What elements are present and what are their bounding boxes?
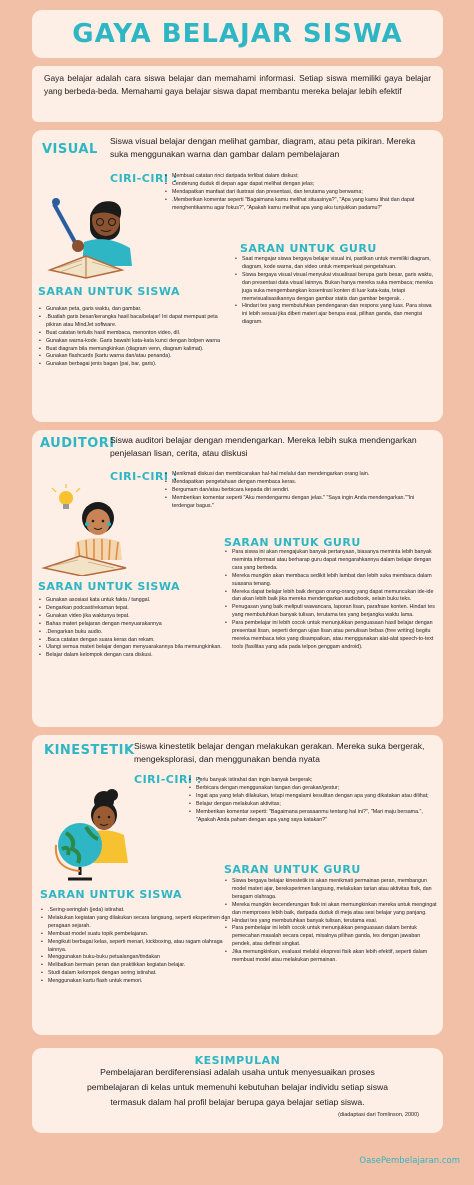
visual-heading: VISUAL bbox=[42, 142, 98, 157]
kinestetik-heading: KINESTETIK bbox=[44, 743, 135, 758]
list-item: • .Sering-seringlah (jeda) istirahat. bbox=[40, 907, 232, 915]
list-item: • Perlu banyak istirahat dan ingin banyak bergerak; bbox=[188, 777, 436, 785]
list-item: • Gunakan asosiasi kata untuk fakta / tanggal. bbox=[38, 597, 226, 605]
listening-student-illustration bbox=[36, 484, 136, 576]
list-item: • Belajar dengan melakukan aktivitas; bbox=[188, 801, 436, 809]
list-item: • Memberikan komentar seperti "Aku mendengarmu dengan jelas." "Saya ingin Anda mendengarkan.""Ini terdengar bagus." bbox=[164, 495, 436, 511]
kinestetik-description: Siswa kinestetik belajar dengan melakukan gerakan. Mereka suka bergerak, mengeksplorasi, dan menggunakan benda nyata bbox=[134, 741, 425, 764]
auditori-heading: AUDITORI bbox=[40, 436, 115, 451]
list-item: • .Memberikan komentar seperti "Bagaimana kamu melihat situasinya?", "Apa yang kamu lihat dan dapat menghentikanmu agar fokus?", "Apakah kamu melihat apa yang aku tunjukkan padamu?" bbox=[164, 197, 436, 213]
list-item: • Jika memungkinkan, evaluasi melalui ekspresi fisik akan lebih efektif, seperti dalam membuat model atau melakukan permainan. bbox=[224, 949, 438, 965]
visual-card bbox=[32, 130, 443, 422]
list-item: • .Buatlah garis besar/kerangka hasil baca/belajar! Ini dapat mempuat peta pikiran atau MindJet software. bbox=[38, 314, 234, 330]
list-item: • Bahas materi pelajaran dengan menyuarakannya bbox=[38, 621, 226, 629]
list-item: • Gunakan warna-kode. Garis bawahi kata-kata kunci dengan bolpen warna bbox=[38, 338, 234, 346]
auditori-siswa-list bbox=[38, 597, 226, 660]
list-item: • Gunakan video jika waktunya tepat. bbox=[38, 613, 226, 621]
list-item: • Mereka mungkin kecenderungan fisik ini akan memungkinkan mereka untuk mengingat dan memproses lebih baik, daripada duduk di meja atau sesi belajar yang panjang. bbox=[224, 902, 438, 918]
kinestetik-siswa-list bbox=[40, 907, 232, 986]
list-item: • Membuat catatan rinci daripada terlibat dalam diskusi; bbox=[164, 173, 436, 181]
list-item: • Berbicara dengan menggunakan tangan dan gerakan/gestur; bbox=[188, 785, 436, 793]
list-item: • Hindari tes yang membutuhkan pendengaran dan respons yang luas. Para siswa ini lebih sesuai jika diberi materi ajar berupa esai, pilihan ganda, dan mengisi diagram. bbox=[234, 303, 438, 327]
list-item: • Menggunakan buku-buku petualangan/tindakan bbox=[40, 954, 232, 962]
list-item: • Saat mengajar siswa bergaya belajar visual ini, pastikan untuk memiliki diagram, diagram, kode warna, dan video untuk memperkuat pengetahuan. bbox=[234, 256, 438, 272]
list-item: • Para pembelajar ini lebih cocok untuk menunjukkan penguasaan dalam bentuk pemecahan masalah secara cepat, misalnya pilihan ganda, tes dengan jawaban pendek, atau definisi singkat. bbox=[224, 925, 438, 949]
list-item: • Gunakan flashcards (kartu warna dan/atau penanda). bbox=[38, 353, 234, 361]
list-item: • Para siswa ini akan mengajukan banyak pertanyaan, biasanya meminta lebih banyak meminta informasi atau berharap guru dapat mengarahkannya dalam belajar dengan cara yang berbeda. bbox=[224, 549, 438, 573]
list-item: • Ulangi semua materi belajar dengan menyuarakannya bila memungkinkan. bbox=[38, 644, 226, 652]
list-item: • Dengarkan podcast/rekaman tepat. bbox=[38, 605, 226, 613]
auditori-ciri-list bbox=[164, 471, 436, 511]
list-item: • Mengikuti berbagai kelas, seperti menari, kickboxing, atau ragam olahraga lainnya. bbox=[40, 939, 232, 955]
list-item: • Buat catatan tertulis hasil membaca, menonton video, dll. bbox=[38, 330, 234, 338]
visual-description: Siswa visual belajar dengan melihat gambar, diagram, atau peta pikiran. Mereka suka menggunakan warna dan gambar dalam pembelajaran bbox=[110, 136, 416, 159]
kinestetik-guru-list bbox=[224, 878, 438, 965]
list-item: • Melakukan kegiatan yang dilakukan secara langsung, seperti eksperimen dan peragaan sejarah. bbox=[40, 915, 232, 931]
visual-guru-list bbox=[234, 256, 438, 327]
list-item: • Mendapatkan manfaat dari ilustrasi dan presentasi, dan terutama yang berwarna; bbox=[164, 189, 436, 197]
list-item: • Melibatkan bermain peran dan praktikkan kegiatan belajar. bbox=[40, 962, 232, 970]
intro-text: Gaya belajar adalah cara siswa belajar dan memahami informasi. Setiap siswa memiliki gaya belajar yang berbeda-beda. Memahami gaya belajar siswa dapat membantu mereka belajar lebih efektif bbox=[32, 66, 443, 122]
list-item: • Hindari tes yang membutuhkan banyak tulisan, terutama esai. bbox=[224, 918, 438, 926]
list-item: • Ingat apa yang telah dilakukan, tetapi mengalami kesulitan dengan apa yang dikatakan atau dilihat; bbox=[188, 793, 436, 801]
auditori-siswa-heading: SARAN UNTUK SISWA bbox=[38, 580, 180, 593]
kinestetik-card bbox=[32, 735, 443, 1035]
list-item: • Penugasan yang baik meliputi wawancara, laporan lisan, parafrase konten. Hindari tes yang membutuhkan banyak tulisan, terutama tes yang berjangka waktu lama. bbox=[224, 604, 438, 620]
title-banner bbox=[32, 10, 443, 58]
citation: (diadaptasi dari Tomlinson, 2000) bbox=[338, 1112, 419, 1118]
kesimpulan-card bbox=[32, 1048, 443, 1133]
visual-siswa-heading: SARAN UNTUK SISWA bbox=[38, 285, 180, 298]
list-item: • Belajar dalam kelompok dengan cara diskusi. bbox=[38, 652, 226, 660]
auditori-guru-heading: SARAN UNTUK GURU bbox=[224, 536, 361, 549]
list-item: • Menikmati diskusi dan membicarakan hal-hal melalui dan mendengarkan orang lain. bbox=[164, 471, 436, 479]
auditori-guru-list bbox=[224, 549, 438, 652]
reading-student-illustration bbox=[36, 184, 146, 279]
list-item: • Menggunakan kartu flash untuk memori. bbox=[40, 978, 232, 986]
kesimpulan-line: Pembelajaran berdiferensiasi adalah usaha untuk menyesuaikan proses bbox=[100, 1067, 375, 1077]
auditori-ciri-heading: CIRI-CIRI : bbox=[110, 470, 178, 483]
list-item: • Para pembelajar ini lebih cocok untuk menunjukkan penguasaan hasil belajar dengan presentasi lisan, seperti dengan ujian lisan atau penulisan bebas (free writing) begitu mereka membaca teks yang disampaikan, atau menggunakan alat-alat speech-to-text tools (fasilitas yang ada pada telpon genggam android). bbox=[224, 620, 438, 652]
kinestetik-guru-heading: SARAN UNTUK GURU bbox=[224, 863, 361, 876]
list-item: • Membuat model suatu topik pembelajaran. bbox=[40, 931, 232, 939]
list-item: • .Baca catatan dengan suara keras dan rekam. bbox=[38, 637, 226, 645]
list-item: • Cenderung duduk di depan agar dapat melihat dengan jelas; bbox=[164, 181, 436, 189]
visual-ciri-list bbox=[164, 173, 436, 213]
kinestetik-siswa-heading: SARAN UNTUK SISWA bbox=[40, 888, 182, 901]
list-item: • Siswa bergaya belajar kinestetik ini akan menikmati permainan peran, membangun model materi ajar, bereksperimen langsung, melakukan tarian atau aktivitas fisik, dan beragam olahraga. bbox=[224, 878, 438, 902]
list-item: • Siswa bergaya visual visual menyukai visualisasi berupa garis besar, garis waktu, dan presentasi data visual lainnya. Bukan hanya mereka suka membaca; mereka juga suka mengembangkan kosentrasi konten di luar kata-kata, tetapi memvisualisasikannya dengan gambar statis dan gambar bergerak. . bbox=[234, 272, 438, 304]
list-item: • .Dengarkan buku audio. bbox=[38, 629, 226, 637]
page-title: GAYA BELAJAR SISWA bbox=[72, 19, 403, 49]
list-item: • Memberikan komentar seperti: "Bagaimana perasaanmu tentang hal ini?", "Mari maju bersama.", "Apakah Anda paham dengan apa yang saya katakan?" bbox=[188, 809, 436, 825]
kesimpulan-heading: KESIMPULAN bbox=[194, 1054, 281, 1067]
kinestetik-ciri-heading: CIRI-CIRI : bbox=[134, 773, 202, 786]
globe-student-illustration bbox=[42, 783, 142, 883]
kesimpulan-line: pembelajaran di kelas untuk memenuhi kebutuhan belajar individu setiap siswa bbox=[87, 1082, 388, 1092]
auditori-description: Siswa auditori belajar dengan mendengarkan. Mereka lebih suka mendengarkan penjelasan lisan, cerita, atau diskusi bbox=[110, 435, 417, 458]
list-item: • Mereka mungkin akan membaca sedikit lebih lambat dan lebih suka membaca dalam suasana tenang. bbox=[224, 573, 438, 589]
list-item: • Gunakan peta, garis waktu, dan gambar. bbox=[38, 306, 234, 314]
list-item: • Buat diagram bila memungkinkan (diagram venn, diagram kalimat). bbox=[38, 346, 234, 354]
kinestetik-ciri-list bbox=[188, 777, 436, 824]
list-item: • Mereka dapat belajar lebih baik dengan orang-orang yang dapat memuncukan ide-ide dan akan lebih baik jika mereka mendengarkan audiobook, selain buku teks. bbox=[224, 589, 438, 605]
kesimpulan-line: termasuk dalam hal profil belajar berupa gaya belajar setiap siswa. bbox=[110, 1097, 365, 1107]
visual-ciri-heading: CIRI-CIRI : bbox=[110, 172, 178, 185]
list-item: • Studi dalam kelompok dengan sering istirahat. bbox=[40, 970, 232, 978]
list-item: • Mendapatkan pengetahuan dengan membaca keras. bbox=[164, 479, 436, 487]
list-item: • Bergumam dan/atau berbicara kepada diri sendiri. bbox=[164, 487, 436, 495]
visual-siswa-list bbox=[38, 306, 234, 369]
list-item: • Gunakan berbagai jenis bagan (pai, bar, garis). bbox=[38, 361, 234, 369]
auditori-card bbox=[32, 430, 443, 727]
footer-website[interactable]: OasePembelajaran.com bbox=[359, 1156, 460, 1166]
visual-guru-heading: SARAN UNTUK GURU bbox=[240, 242, 377, 255]
